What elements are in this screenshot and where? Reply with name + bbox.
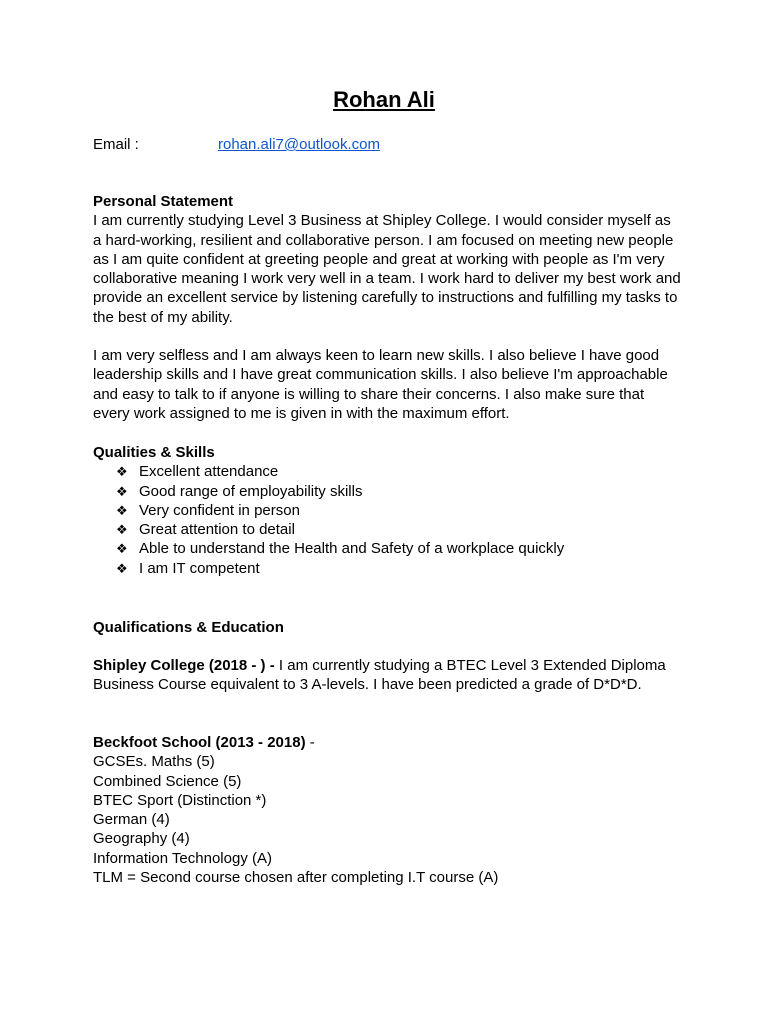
qualities-skills-heading: Qualities & Skills (93, 444, 215, 461)
skill-text: Excellent attendance (139, 463, 279, 481)
list-item (93, 462, 683, 481)
grade-line: Combined Science (5) (93, 772, 242, 790)
skill-text: I am IT competent (139, 559, 260, 577)
beckfoot-title: Beckfoot School (2013 - 2018) (93, 734, 306, 751)
qualifications-heading: Qualifications & Education (93, 619, 284, 636)
email-link[interactable]: rohan.ali7@outlook.com (218, 136, 380, 153)
shipley-title: Shipley College (2018 - ) - (93, 657, 275, 674)
list-item (93, 482, 683, 501)
email-row (93, 135, 693, 154)
statement-paragraph-1: I am currently studying Level 3 Business at Shipley College. I would consider myself as a hard-working, resilient and collaborative person. I am focused on meeting new people as I am quite confident at greeting people and great at working with people as I'm very collaborative meaning I work very well in a team. I work hard to deliver my best work and provide an excellent service by listening carefully to instructions and fulfilling my tasks to the best of my ability. (93, 212, 681, 326)
list-item (93, 520, 683, 539)
diamond-bullet-icon: ❖ (116, 560, 128, 576)
beckfoot-heading-line (93, 733, 683, 752)
grade-line: TLM = Second course chosen after completing I.T course (A) (93, 869, 499, 887)
personal-statement-heading: Personal Statement (93, 193, 234, 210)
beckfoot-school-entry (93, 733, 683, 887)
personal-statement-section (93, 192, 683, 423)
shipley-paragraph (93, 656, 683, 695)
shipley-college-entry (93, 656, 683, 695)
skill-text: Able to understand the Health and Safety of a workplace quickly (139, 540, 565, 558)
grade-line: BTEC Sport (Distinction *) (93, 791, 267, 809)
grade-line: German (4) (93, 811, 170, 829)
list-item (93, 539, 683, 558)
diamond-bullet-icon: ❖ (116, 541, 128, 557)
skill-text: Very confident in person (139, 501, 300, 519)
list-item (93, 501, 683, 520)
grade-line: Information Technology (A) (93, 849, 272, 867)
skills-list (93, 462, 683, 578)
diamond-bullet-icon: ❖ (116, 464, 128, 480)
email-label: Email : (93, 136, 139, 153)
qualities-skills-section (93, 443, 683, 578)
diamond-bullet-icon: ❖ (116, 483, 128, 499)
shipley-text: I am currently studying a BTEC Level 3 Extended Diploma Business Course equivalent to 3 A-levels. I have been predicted a grade of D*D*D. (93, 657, 666, 694)
diamond-bullet-icon: ❖ (116, 522, 128, 538)
qualifications-section (93, 618, 683, 637)
beckfoot-suffix: - (305, 734, 315, 751)
candidate-name: Rohan Ali (333, 87, 435, 112)
skill-text: Good range of employability skills (139, 482, 363, 500)
grade-line: Geography (4) (93, 830, 190, 848)
statement-paragraph-2: I am very selfless and I am always keen to learn new skills. I also believe I have good leadership skills and I have great communication skills. I also believe I'm approachable and easy to talk to if anyone is willing to share their concerns. I also make sure that every work assigned to me is given in with the maximum effort. (93, 347, 668, 422)
skill-text: Great attention to detail (139, 521, 295, 539)
list-item (93, 559, 683, 578)
diamond-bullet-icon: ❖ (116, 502, 128, 518)
grade-line: GCSEs. Maths (5) (93, 753, 215, 771)
